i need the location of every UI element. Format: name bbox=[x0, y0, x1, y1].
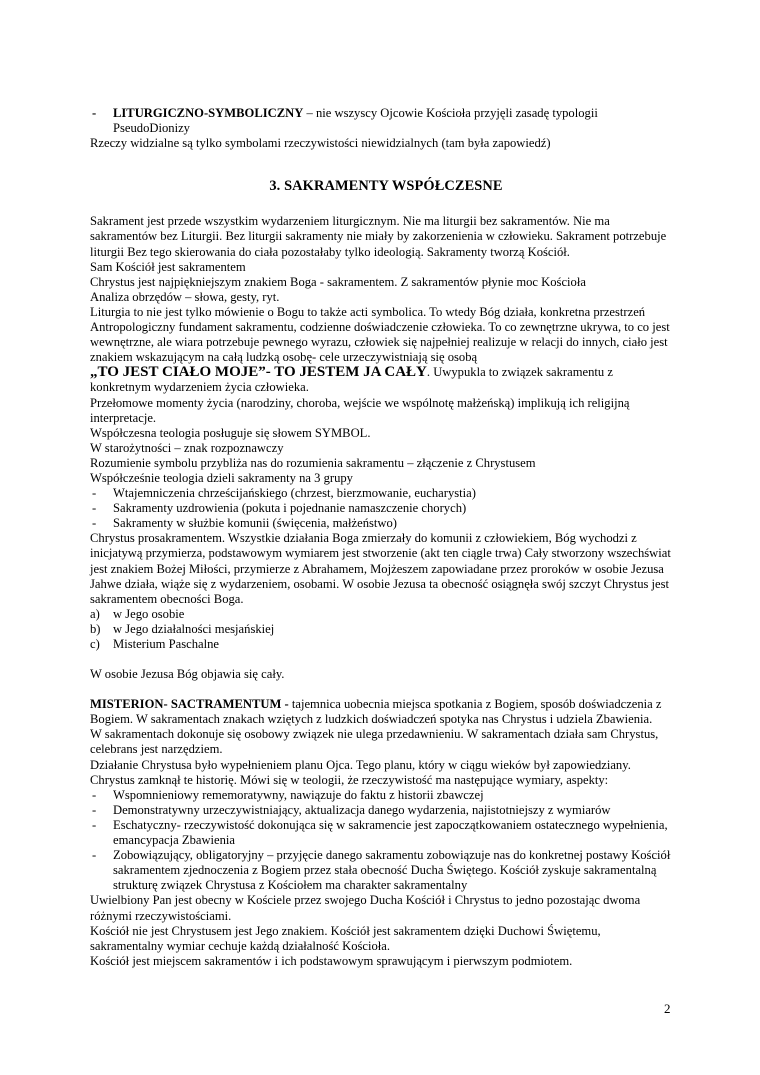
paragraph-13: Chrystus prosakramentem. Wszystkie działania Boga zmierzały do komunii z człowiekiem, Bóg wychodzi z inicjatywą przymierza, podstawowym wymiarem jest stworzenie (akt ten ciągle trwa) Cały stworzony wszechświat jest znakiem Bożej Miłości, przymierze z Abrahamem, Mojżeszem zapowiadane przez proroków w osobie Jezusa Jahwe działa, wiąże się z wydarzeniem, osobami. W osobie Jezusa ta obecność osiągnęła swój szczyt Chrystus jest sakramentem obecności Boga. bbox=[90, 531, 671, 606]
list-item-text: Sakramenty uzdrowienia (pokuta i pojednanie namaszczenie chorych) bbox=[113, 501, 467, 516]
quote-bold: „TO JEST CIAŁO MOJE”- TO JESTEM JA CAŁY bbox=[90, 364, 427, 381]
paragraph-15 bbox=[90, 697, 676, 727]
list-item-text: Misterium Paschalne bbox=[113, 637, 219, 651]
list-item bbox=[90, 486, 676, 501]
intro-bold-term: LITURGICZNO-SYMBOLICZNY bbox=[113, 106, 304, 120]
list-item bbox=[90, 788, 676, 803]
list-marker: - bbox=[92, 802, 97, 817]
paragraph-7 bbox=[90, 365, 676, 395]
intro-text: – nie wszyscy Ojcowie Kościoła przyjęli zasadę typologii PseudoDionizy bbox=[113, 106, 598, 136]
list-marker: a) bbox=[90, 606, 100, 621]
list-item bbox=[90, 848, 676, 893]
paragraph-4: Analiza obrzędów – słowa, gesty, ryt. bbox=[90, 289, 280, 304]
paragraph-9: Współczesna teologia posługuje się słowem SYMBOL. bbox=[90, 425, 371, 440]
list-item bbox=[90, 637, 676, 652]
list-item-text: Wspomnieniowy rememoratywny, nawiązuje do faktu z historii zbawczej bbox=[113, 787, 484, 802]
paragraph-8: Przełomowe momenty życia (narodziny, choroba, wejście we wspólnotę małżeńską) implikują ich religijną interpretacje. bbox=[90, 395, 630, 425]
paragraph-5: Liturgia to nie jest tylko mówienie o Bogu to także acti symbolica. To wtedy Bóg działa, konkretna przestrzeń bbox=[90, 304, 646, 319]
list-marker: - bbox=[92, 848, 97, 863]
list-item bbox=[90, 622, 676, 637]
list-item-text: Eschatyczny- rzeczywistość dokonująca się w sakramencie jest zapoczątkowaniem ostatecznego wypełnienia, emancypacja Zbawienia bbox=[113, 817, 668, 848]
list-marker: - bbox=[92, 516, 97, 531]
paragraph-1: Sakrament jest przede wszystkim wydarzeniem liturgicznym. Nie ma liturgii bez sakramentów. Nie ma sakramentów bez Liturgii. Bez liturgii sakramenty nie miały by zakorzenienia w człowieku. Sakrament potrzebuje liturgii Bez tego skierowania do ciała pozostałaby tylko ideologią. Sakramenty tworzą Kościół. bbox=[90, 214, 667, 259]
paragraph-16: W sakramentach dokonuje się osobowy związek nie ulega przedawnieniu. W sakramentach działa sam Chrystus, celebrans jest narzędziem. bbox=[90, 727, 659, 757]
misterion-text: tajemnica uobecnia miejsca spotkania z Bogiem, sposób doświadczenia z Bogiem. W sakramentach znakach wziętych z ludzkich doświadczeń spotyka nas Chrystus i udziela Zbawienia. bbox=[90, 697, 662, 727]
list-item-text: w Jego działalności mesjańskiej bbox=[113, 621, 275, 636]
list-item-text: Zobowiązujący, obligatoryjny – przyjęcie danego sakramentu zobowiązuje nas do konkretnej postawy Kościół sakramentem zjednoczenia z Bogiem przez stała obecność Ducha Świętego. Kościół zyskuje sakramentalną strukturę związek Chrystusa z Kościołem ma charakter sakramentalny bbox=[113, 848, 671, 893]
paragraph-10: W starożytności – znak rozpoznawczy bbox=[90, 440, 284, 455]
paragraph-6: Antropologiczny fundament sakramentu, codzienne doświadczenie człowieka. To co zewnętrzne ukrywa, to co jest wewnętrzne, ale wiara potrzebuje pewnego wyrazu, człowiek się najpełniej realizuje w relacji do innych, ciało jest znakiem wskazującym na całą ludzką osobę- cele urzeczywistniają się osobą bbox=[90, 320, 670, 365]
paragraph-14: W osobie Jezusa Bóg objawia się cały. bbox=[90, 667, 285, 682]
paragraph-12: Współcześnie teologia dzieli sakramenty na 3 grupy bbox=[90, 470, 353, 485]
paragraph-3: Chrystus jest najpiękniejszym znakiem Boga - sakramentem. Z sakramentów płynie moc Kościoła bbox=[90, 274, 586, 289]
list-item-text: Demonstratywny urzeczywistniający, aktualizacja danego wydarzenia, najistotniejszy z wymiarów bbox=[113, 802, 611, 817]
presence-list bbox=[90, 607, 676, 652]
list-item bbox=[90, 516, 676, 531]
paragraph-2: Sam Kościół jest sakramentem bbox=[90, 259, 246, 274]
intro-paragraph bbox=[90, 106, 676, 136]
list-marker: - bbox=[92, 486, 97, 501]
paragraph-17: Działanie Chrystusa było wypełnieniem planu Ojca. Tego planu, który w ciągu wieków był zapowiedziany. Chrystus zamknął te historię. Mówi się w teologii, że rzeczywistość ma następujące wymiary, aspekty: bbox=[90, 757, 631, 787]
list-marker: c) bbox=[90, 637, 100, 651]
quote-rest: . Uwypukla to związek sakramentu z konkretnym wydarzeniem życia człowieka. bbox=[90, 365, 613, 395]
list-item bbox=[90, 803, 676, 818]
list-marker: - bbox=[92, 817, 97, 832]
intro-line-2: Rzeczy widzialne są tylko symbolami rzeczywistości niewidzialnych (tam była zapowiedź) bbox=[90, 136, 551, 151]
list-item-text: Wtajemniczenia chrześcijańskiego (chrzest, bierzmowanie, eucharystia) bbox=[113, 486, 476, 501]
list-marker: b) bbox=[90, 621, 101, 636]
list-item bbox=[90, 818, 676, 848]
aspects-list bbox=[90, 788, 676, 894]
list-marker: - bbox=[92, 501, 97, 516]
page-number: 2 bbox=[664, 1001, 671, 1016]
paragraph-19: Kościół nie jest Chrystusem jest Jego znakiem. Kościół jest sakramentem dzięki Duchowi Świętemu, sakramentalny wymiar cechuje każdą działalność Kościoła. bbox=[90, 923, 601, 953]
list-item bbox=[90, 607, 676, 622]
sacrament-groups-list bbox=[90, 486, 676, 531]
paragraph-11: Rozumienie symbolu przybliża nas do rozumienia sakramentu – złączenie z Chrystusem bbox=[90, 455, 536, 470]
list-item-text: Sakramenty w służbie komunii (święcenia, małżeństwo) bbox=[113, 516, 397, 531]
section-heading: 3. SAKRAMENTY WSPÓŁCZESNE bbox=[269, 178, 503, 195]
misterion-bold-term: MISTERION- SACTRAMENTUM - bbox=[90, 697, 292, 712]
bullet-dash: - bbox=[92, 106, 97, 120]
page-body bbox=[90, 106, 676, 969]
spacer bbox=[90, 682, 676, 697]
paragraph-18: Uwielbiony Pan jest obecny w Kościele przez swojego Ducha Kościół i Chrystus to jedno pozostając dwoma różnymi rzeczywistościami. bbox=[90, 893, 641, 923]
list-item bbox=[90, 501, 676, 516]
list-marker: - bbox=[92, 787, 97, 802]
spacer bbox=[90, 652, 676, 667]
paragraph-20: Kościół jest miejscem sakramentów i ich podstawowym sprawującym i pierwszym podmiotem. bbox=[90, 953, 573, 968]
list-item-text: w Jego osobie bbox=[113, 606, 185, 621]
